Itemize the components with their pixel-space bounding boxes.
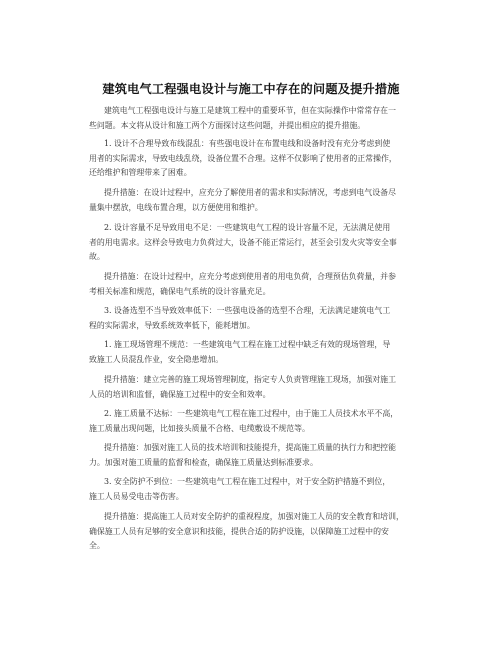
text-line: 提升措施：加强对施工人员的技术培训和技能提升，提高施工质量的执行力和把控能 (104, 443, 396, 452)
text-line: 提升措施：建立完善的施工现场管理制度，指定专人负责管理施工现场，加强对施工 (104, 375, 396, 384)
text-line: 考相关标准和规范，确保电气系统的设计容量充足。 (89, 286, 271, 296)
text-line: 还给维护和管理带来了困难。 (89, 168, 192, 178)
text-line: 2. 施工质量不达标：一些建筑电气工程在施工过程中，由于施工人员技术水平不高， (104, 409, 399, 418)
text-line: 2. 设计容量不足导致用电不足：一些建筑电气工程的设计容量不足，无法满足使用 (104, 223, 391, 232)
text-line: 全。 (89, 541, 105, 551)
paragraph-construction-issue-2 (89, 407, 411, 436)
text-line: 提升措施：在设计过程中，应充分了解使用者的需求和实际情况，考虑到电气设备尽 (104, 188, 396, 197)
text-line: 3. 安全防护不到位：一些建筑电气工程在施工过程中，对于安全防护措施不到位， (104, 477, 391, 486)
paragraph-construction-issue-3 (89, 475, 411, 504)
text-line: 些问题。本文将从设计和施工两个方面探讨这些问题，并提出相应的提升措施。 (89, 120, 366, 130)
paragraph-construction-measure-1 (89, 373, 411, 402)
paragraph-design-issue-1 (89, 137, 411, 181)
document-title: 建筑电气工程强电设计与施工中存在的问题及提升措施 (102, 82, 400, 96)
paragraph-design-measure-2 (89, 270, 411, 299)
text-line: 致施工人员混乱作业，安全隐患增加。 (89, 354, 224, 364)
paragraph-construction-measure-2 (89, 441, 411, 470)
text-line: 确保施工人员有足够的安全意识和技能，提供合适的防护设施，以保障施工过程中的安 (89, 526, 389, 536)
text-line: 人员的培训和监督，确保施工过程中的安全和效率。 (89, 389, 271, 399)
paragraph-intro (89, 104, 411, 133)
text-line: 施工人员易受电击等伤害。 (89, 491, 184, 501)
text-line: 3. 设备选型不当导致效率低下：一些强电设备的选型不合理，无法满足建筑电气工 (104, 306, 391, 315)
text-line: 1. 施工现场管理不规范：一些建筑电气工程在施工过程中缺乏有效的现场管理，导 (104, 340, 391, 349)
text-line: 量集中摆放，电线布置合理，以方便使用和维护。 (89, 202, 263, 212)
text-line: 用者的实际需求，导致电线乱绕，设备位置不合理。这样不仅影响了使用者的正常操作， (89, 153, 397, 163)
text-line: 提升措施：在设计过程中，应充分考虑到使用者的用电负荷，合理预估负荷量，并参 (104, 272, 396, 281)
paragraph-construction-issue-1 (89, 338, 411, 367)
paragraph-design-issue-3 (89, 304, 411, 333)
text-line: 力。加强对施工质量的监督和检查，确保施工质量达到标准要求。 (89, 457, 318, 467)
paragraph-construction-measure-3 (89, 510, 411, 554)
paragraph-design-measure-1 (89, 186, 411, 215)
text-line: 施工质量出现问题，比如接头质量不合格、电缆敷设不规范等。 (89, 423, 310, 433)
text-line: 提升措施：提高施工人员对安全防护的重视程度，加强对施工人员的安全教育和培训， (104, 512, 404, 521)
text-line: 建筑电气工程强电设计与施工是建筑工程中的重要环节，但在实际操作中常常存在一 (104, 106, 396, 115)
text-line: 者的用电需求。这样会导致电力负荷过大，设备不能正常运行，甚至会引发火灾等安全事 (89, 237, 397, 247)
text-line: 程的实际需求，导致系统效率低下，能耗增加。 (89, 320, 255, 330)
text-line: 故。 (89, 252, 105, 262)
text-line: 1. 设计不合理导致布线混乱：有些强电设计在布置电线和设备时没有充分考虑到使 (104, 139, 391, 148)
paragraph-design-issue-2 (89, 221, 411, 265)
